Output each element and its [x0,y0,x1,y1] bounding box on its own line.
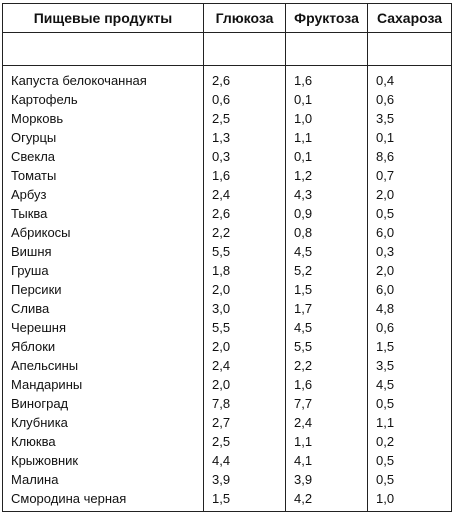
table-row [3,356,452,375]
glucose-cell: 2,5 [204,432,286,451]
empty-cell [3,33,204,66]
fructose-cell: 1,0 [286,109,368,128]
fructose-cell: 0,8 [286,223,368,242]
food-name-cell: Слива [3,299,204,318]
table-row [3,147,452,166]
sucrose-cell: 1,0 [368,489,452,512]
food-name-cell: Томаты [3,166,204,185]
sucrose-cell: 2,0 [368,185,452,204]
sucrose-cell: 1,5 [368,337,452,356]
sucrose-cell: 0,5 [368,470,452,489]
sucrose-cell: 3,5 [368,356,452,375]
glucose-cell: 0,6 [204,90,286,109]
sucrose-cell: 3,5 [368,109,452,128]
glucose-cell: 7,8 [204,394,286,413]
header-sucrose: Сахароза [368,4,452,33]
table-row [3,413,452,432]
glucose-cell: 2,6 [204,204,286,223]
glucose-cell: 1,8 [204,261,286,280]
sucrose-cell: 0,6 [368,318,452,337]
food-name-cell: Вишня [3,242,204,261]
table-row [3,394,452,413]
sucrose-cell: 4,5 [368,375,452,394]
header-glucose: Глюкоза [204,4,286,33]
table-row [3,204,452,223]
fructose-cell: 1,1 [286,128,368,147]
empty-cell [204,33,286,66]
empty-cell [286,33,368,66]
sucrose-cell: 0,5 [368,451,452,470]
fructose-cell: 1,2 [286,166,368,185]
table-row [3,242,452,261]
header-fructose: Фруктоза [286,4,368,33]
food-name-cell: Тыква [3,204,204,223]
table-row [3,109,452,128]
glucose-cell: 5,5 [204,242,286,261]
food-name-cell: Мандарины [3,375,204,394]
fructose-cell: 4,3 [286,185,368,204]
food-name-cell: Апельсины [3,356,204,375]
table-row [3,337,452,356]
glucose-cell: 1,6 [204,166,286,185]
fructose-cell: 7,7 [286,394,368,413]
food-name-cell: Клубника [3,413,204,432]
food-name-cell: Крыжовник [3,451,204,470]
table-row [3,66,452,91]
glucose-cell: 2,7 [204,413,286,432]
table-row [3,128,452,147]
table-row [3,90,452,109]
fructose-cell: 2,4 [286,413,368,432]
food-name-cell: Виноград [3,394,204,413]
glucose-cell: 2,0 [204,337,286,356]
sucrose-cell: 0,3 [368,242,452,261]
fructose-cell: 0,1 [286,90,368,109]
fructose-cell: 4,1 [286,451,368,470]
glucose-cell: 2,4 [204,356,286,375]
food-name-cell: Абрикосы [3,223,204,242]
fructose-cell: 5,5 [286,337,368,356]
glucose-cell: 2,4 [204,185,286,204]
food-name-cell: Огурцы [3,128,204,147]
table-row [3,299,452,318]
food-name-cell: Яблоки [3,337,204,356]
table-row [3,375,452,394]
glucose-cell: 2,0 [204,280,286,299]
table-row [3,318,452,337]
glucose-cell: 2,0 [204,375,286,394]
fructose-cell: 5,2 [286,261,368,280]
sucrose-cell: 2,0 [368,261,452,280]
glucose-cell: 3,0 [204,299,286,318]
glucose-cell: 2,5 [204,109,286,128]
table-row [3,185,452,204]
glucose-cell: 3,9 [204,470,286,489]
glucose-cell: 1,3 [204,128,286,147]
food-name-cell: Свекла [3,147,204,166]
food-name-cell: Персики [3,280,204,299]
fructose-cell: 0,9 [286,204,368,223]
fructose-cell: 0,1 [286,147,368,166]
empty-row [3,33,452,66]
fructose-cell: 3,9 [286,470,368,489]
fructose-cell: 1,6 [286,66,368,91]
header-row [3,4,452,33]
sucrose-cell: 0,4 [368,66,452,91]
food-name-cell: Черешня [3,318,204,337]
sucrose-cell: 1,1 [368,413,452,432]
glucose-cell: 1,5 [204,489,286,512]
fructose-cell: 4,2 [286,489,368,512]
fructose-cell: 1,5 [286,280,368,299]
sugar-content-table [2,3,452,512]
food-name-cell: Клюква [3,432,204,451]
food-name-cell: Груша [3,261,204,280]
table-row [3,451,452,470]
sucrose-cell: 0,1 [368,128,452,147]
fructose-cell: 1,6 [286,375,368,394]
sucrose-cell: 0,6 [368,90,452,109]
sucrose-cell: 0,7 [368,166,452,185]
table-row [3,432,452,451]
table-row [3,489,452,512]
food-name-cell: Арбуз [3,185,204,204]
fructose-cell: 2,2 [286,356,368,375]
header-food-products: Пищевые продукты [3,4,204,33]
food-name-cell: Малина [3,470,204,489]
food-name-cell: Капуста белокочанная [3,66,204,91]
sucrose-cell: 8,6 [368,147,452,166]
sucrose-cell: 0,5 [368,394,452,413]
fructose-cell: 4,5 [286,242,368,261]
glucose-cell: 4,4 [204,451,286,470]
glucose-cell: 0,3 [204,147,286,166]
sucrose-cell: 0,2 [368,432,452,451]
sucrose-cell: 0,5 [368,204,452,223]
table-row [3,470,452,489]
food-name-cell: Картофель [3,90,204,109]
table-body [3,66,452,512]
table-row [3,261,452,280]
sucrose-cell: 4,8 [368,299,452,318]
fructose-cell: 4,5 [286,318,368,337]
table-row [3,223,452,242]
glucose-cell: 2,6 [204,66,286,91]
empty-cell [368,33,452,66]
sucrose-cell: 6,0 [368,280,452,299]
table-row [3,280,452,299]
glucose-cell: 5,5 [204,318,286,337]
glucose-cell: 2,2 [204,223,286,242]
sucrose-cell: 6,0 [368,223,452,242]
table-row [3,166,452,185]
food-name-cell: Смородина черная [3,489,204,512]
fructose-cell: 1,7 [286,299,368,318]
fructose-cell: 1,1 [286,432,368,451]
food-name-cell: Морковь [3,109,204,128]
